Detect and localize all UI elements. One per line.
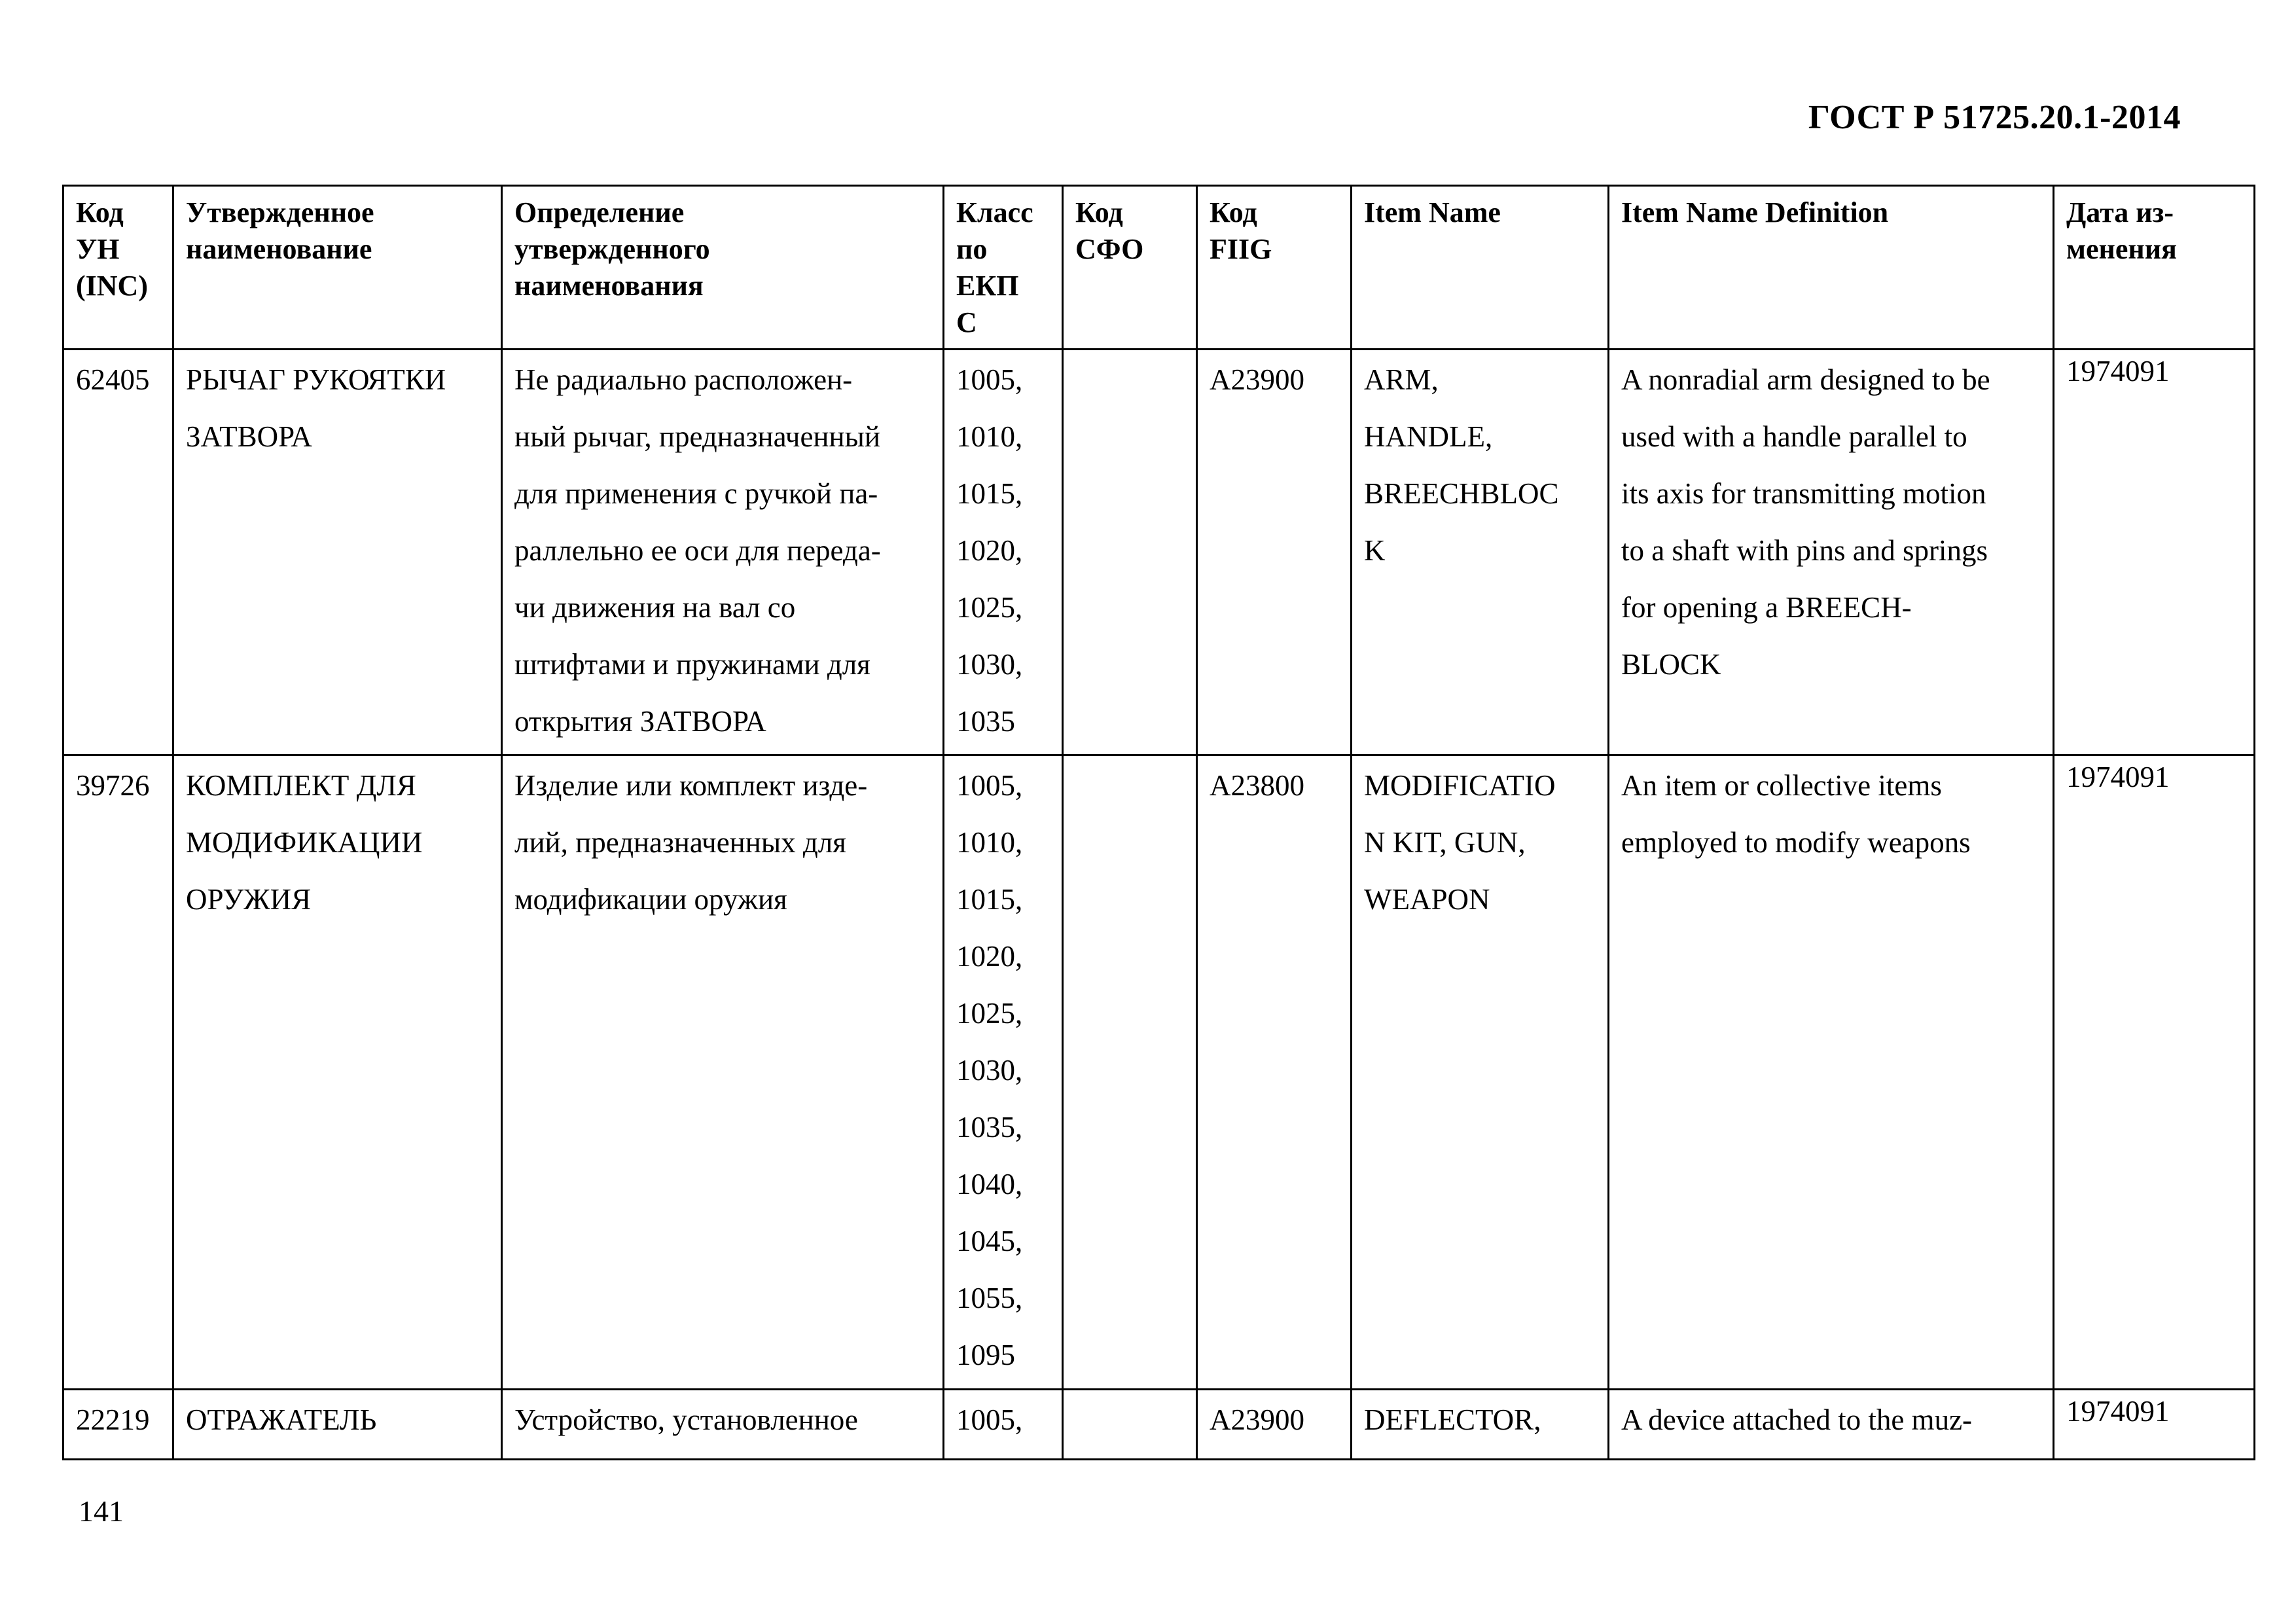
column-header-item-name-definition: Item Name Definition xyxy=(1609,186,2054,350)
classification-table xyxy=(62,185,2255,1460)
column-header-change-date: Дата из- менения xyxy=(2054,186,2255,350)
approved-name-cell: РЫЧАГ РУКОЯТКИ ЗАТВОРА xyxy=(173,350,502,755)
column-header-definition: Определение утвержденного наименования xyxy=(502,186,944,350)
class-cell: 1005, 1010, 1015, 1020, 1025, 1030, 1035, 1040, 1045, 1055, 1095 xyxy=(944,755,1063,1390)
document-code: ГОСТ Р 51725.20.1-2014 xyxy=(1808,99,2181,136)
approved-name-cell: КОМПЛЕКТ ДЛЯ МОДИФИКАЦИИ ОРУЖИЯ xyxy=(173,755,502,1390)
item-name-cell: MODIFICATIO N KIT, GUN, WEAPON xyxy=(1352,755,1609,1390)
item-definition-cell: An item or collective items employed to modify weapons xyxy=(1609,755,2054,1390)
item-name-cell: DEFLECTOR, xyxy=(1352,1390,1609,1460)
inc-cell: 22219 xyxy=(63,1390,173,1460)
table-row xyxy=(63,350,2255,755)
classification-table-wrapper xyxy=(62,185,2255,1460)
change-date-cell: 1974091 xyxy=(2054,350,2255,755)
column-header-class: Класс по ЕКП С xyxy=(944,186,1063,350)
table-row xyxy=(63,1390,2255,1460)
change-date-cell: 1974091 xyxy=(2054,755,2255,1390)
definition-cell: Не радиально расположен- ный рычаг, предназначенный для применения с ручкой па- раллельно ее оси для переда- чи движения на вал со штифтами и пружинами для открытия ЗАТВОРА xyxy=(502,350,944,755)
column-header-approved-name: Утвержденное наименование xyxy=(173,186,502,350)
sfo-cell xyxy=(1063,350,1197,755)
class-cell: 1005, 1010, 1015, 1020, 1025, 1030, 1035 xyxy=(944,350,1063,755)
sfo-cell xyxy=(1063,1390,1197,1460)
table-header-row xyxy=(63,186,2255,350)
definition-cell: Изделие или комплект изде- лий, предназначенных для модификации оружия xyxy=(502,755,944,1390)
inc-cell: 62405 xyxy=(63,350,173,755)
approved-name-cell: ОТРАЖАТЕЛЬ xyxy=(173,1390,502,1460)
column-header-sfo: Код СФО xyxy=(1063,186,1197,350)
fiig-cell: A23800 xyxy=(1197,755,1352,1390)
item-definition-cell: A nonradial arm designed to be used with a handle parallel to its axis for transmitting motion to a shaft with pins and springs for opening a BREECH- BLOCK xyxy=(1609,350,2054,755)
column-header-fiig: Код FIIG xyxy=(1197,186,1352,350)
column-header-inc: Код УН (INC) xyxy=(63,186,173,350)
page-number: 141 xyxy=(79,1494,124,1528)
item-definition-cell: A device attached to the muz- xyxy=(1609,1390,2054,1460)
fiig-cell: A23900 xyxy=(1197,350,1352,755)
inc-cell: 39726 xyxy=(63,755,173,1390)
sfo-cell xyxy=(1063,755,1197,1390)
class-cell: 1005, xyxy=(944,1390,1063,1460)
table-row xyxy=(63,755,2255,1390)
column-header-item-name: Item Name xyxy=(1352,186,1609,350)
fiig-cell: A23900 xyxy=(1197,1390,1352,1460)
item-name-cell: ARM, HANDLE, BREECHBLOC K xyxy=(1352,350,1609,755)
definition-cell: Устройство, установленное xyxy=(502,1390,944,1460)
change-date-cell: 1974091 xyxy=(2054,1390,2255,1460)
